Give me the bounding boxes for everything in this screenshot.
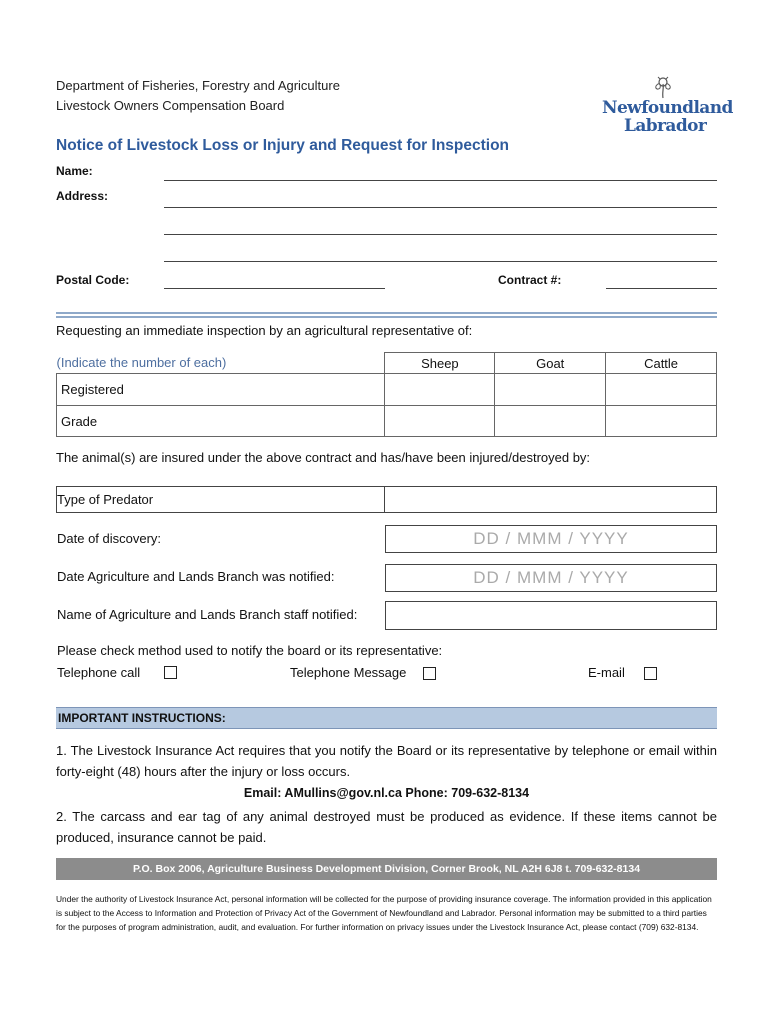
grade-goat-cell[interactable] (495, 406, 606, 437)
staff-notified-field[interactable] (385, 601, 717, 630)
insured-statement: The animal(s) are insured under the above contract and has/have been injured/destroyed by: (56, 450, 591, 465)
registered-goat-cell[interactable] (495, 374, 606, 406)
address-line-2-field[interactable] (164, 234, 717, 235)
board-name: Livestock Owners Compensation Board (56, 98, 285, 113)
instruction-item-2: 2. The carcass and ear tag of any animal destroyed must be produced as evidence. If these items cannot be produced, insurance cannot be paid. (56, 809, 717, 845)
column-header-goat: Goat (495, 353, 606, 374)
newfoundland-labrador-logo (598, 76, 733, 136)
row-label-grade: Grade (57, 406, 385, 437)
date-of-discovery-label: Date of discovery: (57, 531, 162, 546)
livestock-count-table (56, 352, 717, 437)
name-field[interactable] (164, 180, 717, 181)
notify-method-prompt: Please check method used to notify the board or its representative: (57, 643, 443, 658)
staff-notified-label: Name of Agriculture and Lands Branch staff notified: (57, 607, 358, 622)
grade-cattle-cell[interactable] (606, 406, 717, 437)
telephone-call-label: Telephone call (57, 665, 141, 680)
name-label: Name: (56, 164, 93, 178)
telephone-message-checkbox[interactable] (423, 667, 436, 680)
column-header-cattle: Cattle (606, 353, 717, 374)
inspection-request-text: Requesting an immediate inspection by an agricultural representative of: (56, 323, 473, 338)
column-header-sheep: Sheep (385, 353, 495, 374)
date-notified-field[interactable]: DD / MMM / YYYY (385, 564, 717, 592)
department-name: Department of Fisheries, Forestry and Agriculture (56, 78, 340, 93)
instruction-item-1: 1. The Livestock Insurance Act requires that you notify the Board or its representative by telephone or email within forty-eight (48) hours after the injury or loss occurs. (56, 743, 717, 779)
postal-code-field[interactable] (164, 288, 385, 289)
contract-number-field[interactable] (606, 288, 717, 289)
department-header (56, 76, 340, 116)
grade-sheep-cell[interactable] (385, 406, 495, 437)
footer-address-bar: P.O. Box 2006, Agriculture Business Development Division, Corner Brook, NL A2H 6J8 t. 709-632-8134 (56, 858, 717, 880)
telephone-message-label: Telephone Message (290, 665, 407, 680)
contact-line: Email: AMullins@gov.nl.ca Phone: 709-632-8134 (243, 786, 530, 800)
registered-cattle-cell[interactable] (606, 374, 717, 406)
type-of-predator-label: Type of Predator (57, 492, 154, 507)
privacy-notice: Under the authority of Livestock Insurance Act, personal information will be collected for the purpose of providing insurance coverage. The information provided in this application is subject to the Access to Information and Protection of Privacy Act of the Government of Newfoundland and Labrador. Personal information may be submitted to a third parties for the purposes of program administration, audit, and evaluation. For further information on privacy issues under the Livestock Insurance Act, please contact (709) 632-8134. (56, 894, 712, 932)
date-of-discovery-field[interactable]: DD / MMM / YYYY (385, 525, 717, 553)
logo-word-labrador: Labrador (624, 116, 707, 136)
email-label: E-mail (588, 665, 625, 680)
address-label: Address: (56, 189, 109, 203)
registered-sheep-cell[interactable] (385, 374, 495, 406)
contract-number-label: Contract #: (498, 273, 562, 287)
indicate-number-label: (Indicate the number of each) (56, 355, 227, 371)
type-of-predator-field[interactable] (386, 487, 716, 512)
form-title: Notice of Livestock Loss or Injury and Request for Inspection (56, 137, 510, 154)
pitcher-plant-icon (650, 76, 676, 100)
email-checkbox[interactable] (644, 667, 657, 680)
date-notified-label: Date Agriculture and Lands Branch was notified: (57, 569, 335, 584)
section-divider (56, 312, 717, 318)
row-label-registered: Registered (57, 374, 385, 406)
address-line-3-field[interactable] (164, 261, 717, 262)
indicate-header-cell (57, 353, 385, 374)
logo-word-newfoundland: Newfoundland (602, 98, 733, 118)
important-instructions-heading: IMPORTANT INSTRUCTIONS: (56, 707, 717, 729)
postal-code-label: Postal Code: (56, 273, 130, 287)
telephone-call-checkbox[interactable] (164, 666, 177, 679)
address-line-1-field[interactable] (164, 207, 717, 208)
